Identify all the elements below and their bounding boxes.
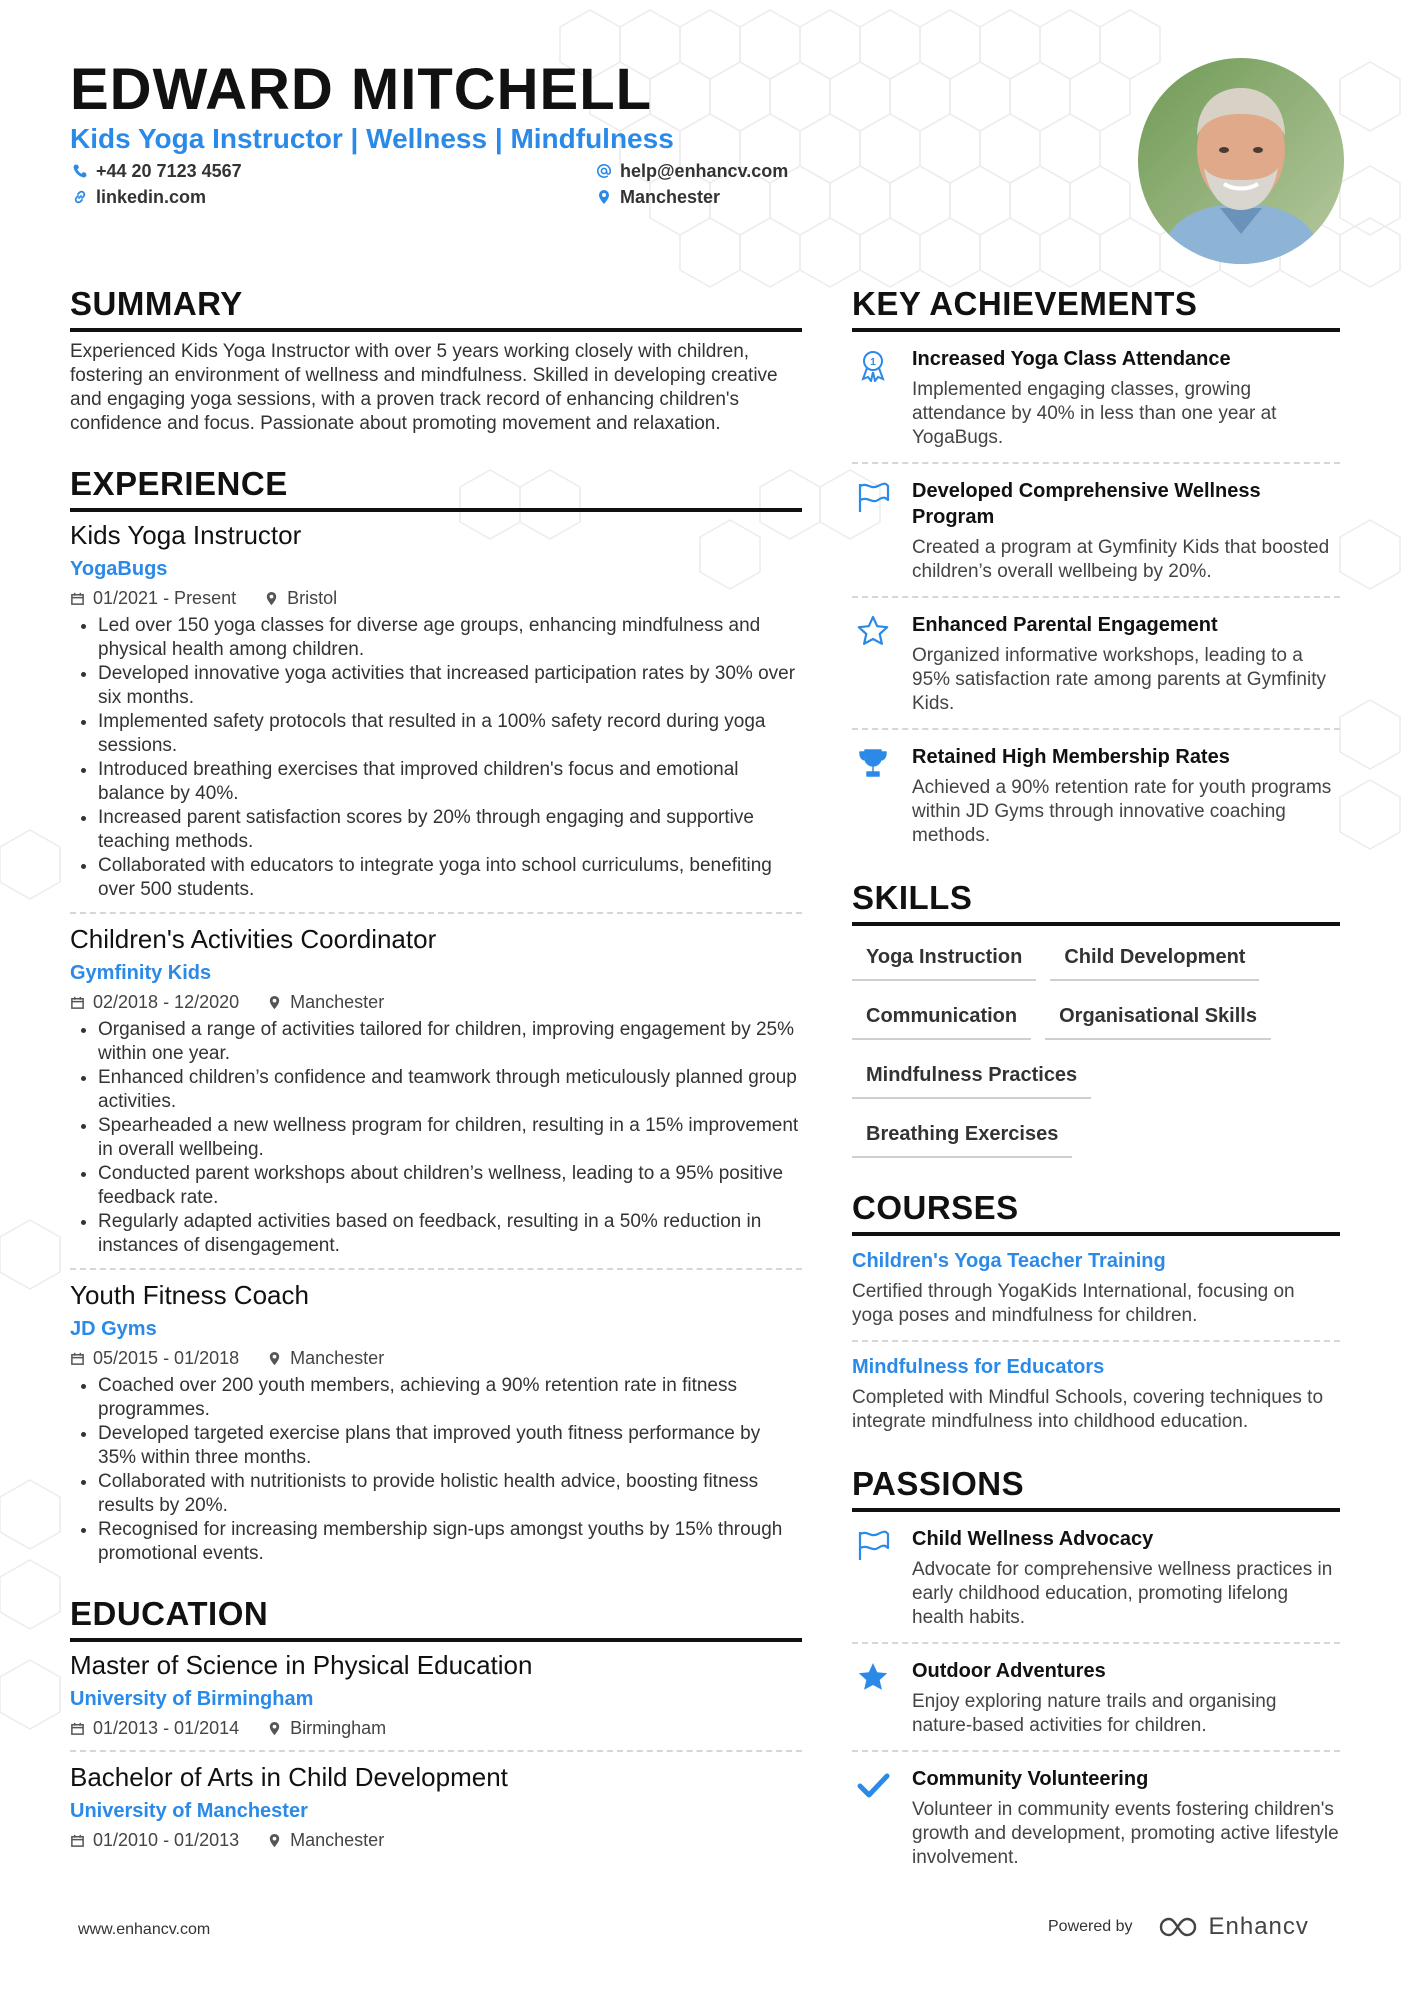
footer-branding[interactable]	[1048, 1913, 1309, 1941]
skill-tag: Yoga Instruction	[852, 940, 1036, 981]
candidate-tagline: Kids Yoga Instructor | Wellness | Mindfulness	[70, 123, 674, 154]
job-meta	[70, 1346, 802, 1370]
skill-tag: Mindfulness Practices	[852, 1058, 1091, 1099]
flag-icon	[856, 480, 890, 514]
calendar-icon	[70, 1351, 85, 1366]
location-pin-icon	[267, 1833, 282, 1848]
degree-title: Master of Science in Physical Education	[70, 1650, 533, 1680]
experience-item	[70, 922, 802, 1258]
location-pin-icon	[264, 591, 279, 606]
achievement-desc: Created a program at Gymfinity Kids that boosted children’s overall wellbeing by 20%.	[912, 537, 1330, 582]
job-dates: 05/2015 - 01/2018	[93, 1348, 240, 1368]
education-item	[70, 1760, 802, 1852]
course-desc: Certified through YogaKids International, focusing on yoga poses and mindfulness for children.	[852, 1281, 1295, 1326]
job-dates: 01/2021 - Present	[93, 588, 237, 608]
job-title: Children's Activities Coordinator	[70, 924, 437, 954]
bullet-item: • Conducted parent workshops about children’s wellness, leading to a 95% positive feedback rate.	[98, 1162, 802, 1210]
job-bullets	[70, 614, 802, 902]
bullet-item: • Introduced breathing exercises that improved children's focus and emotional balance by 40%.	[98, 758, 802, 806]
achievement-title: Increased Yoga Class Attendance	[912, 348, 1231, 370]
skill-tag: Communication	[852, 999, 1031, 1040]
job-dates: 02/2018 - 12/2020	[93, 992, 240, 1012]
powered-by-label: Powered by	[1048, 1918, 1133, 1935]
skills-list	[852, 940, 1340, 1158]
job-location: Bristol	[287, 588, 338, 608]
education-heading: EDUCATION	[70, 1594, 802, 1642]
calendar-icon	[70, 1721, 85, 1736]
profile-photo	[1138, 58, 1344, 264]
star-filled-icon	[856, 1660, 890, 1694]
achievement-item	[852, 744, 1340, 848]
location-pin-icon	[267, 995, 282, 1010]
checkmark-icon	[856, 1768, 890, 1802]
brand-name: Enhancv	[1208, 1913, 1309, 1940]
bullet-item: • Led over 150 yoga classes for diverse age groups, enhancing mindfulness and physical health among children.	[98, 614, 802, 662]
job-meta	[70, 586, 802, 610]
award-ribbon-icon	[856, 348, 890, 382]
skill-tag: Breathing Exercises	[852, 1117, 1072, 1158]
job-location: Manchester	[290, 992, 385, 1012]
bullet-item: • Collaborated with nutritionists to provide holistic health advice, boosting fitness results by 20%.	[98, 1470, 802, 1518]
achievements-heading: KEY ACHIEVEMENTS	[852, 284, 1340, 332]
contact-location	[596, 186, 720, 208]
course-title: Children's Yoga Teacher Training	[852, 1250, 1166, 1272]
skills-heading: SKILLS	[852, 878, 1340, 926]
calendar-icon	[70, 995, 85, 1010]
education-dates: 01/2010 - 01/2013	[93, 1830, 240, 1850]
course-title: Mindfulness for Educators	[852, 1356, 1105, 1378]
bullet-item: • Developed innovative yoga activities that increased participation rates by 30% over six months.	[98, 662, 802, 710]
location-text: Manchester	[620, 187, 721, 207]
passions-heading: PASSIONS	[852, 1464, 1340, 1512]
achievement-item	[852, 346, 1340, 450]
divider	[70, 1750, 802, 1752]
passion-item	[852, 1658, 1340, 1738]
bullet-item: • Spearheaded a new wellness program for children, resulting in a 15% improvement in overall wellbeing.	[98, 1114, 802, 1162]
bullet-item: • Collaborated with educators to integrate yoga into school curriculums, benefiting over 500 students.	[98, 854, 802, 902]
bullet-item: • Implemented safety protocols that resulted in a 100% safety record during yoga sessions.	[98, 710, 802, 758]
course-item	[852, 1354, 1340, 1434]
passion-item	[852, 1766, 1340, 1870]
job-company: JD Gyms	[70, 1318, 157, 1340]
education-location: Birmingham	[290, 1718, 387, 1738]
job-meta	[70, 990, 802, 1014]
linkedin-text: linkedin.com	[96, 187, 207, 207]
achievement-desc: Implemented engaging classes, growing attendance by 40% in less than one year at YogaBugs.	[912, 379, 1277, 448]
school-name: University of Birmingham	[70, 1688, 314, 1710]
achievement-title: Retained High Membership Rates	[912, 746, 1230, 768]
experience-heading: EXPERIENCE	[70, 464, 802, 512]
contact-phone[interactable]	[72, 160, 242, 182]
job-bullets	[70, 1018, 802, 1258]
passion-item	[852, 1526, 1340, 1630]
location-pin-icon	[267, 1721, 282, 1736]
at-icon	[596, 163, 612, 179]
star-outline-icon	[856, 614, 890, 648]
calendar-icon	[70, 1833, 85, 1848]
education-dates: 01/2013 - 01/2014	[93, 1718, 240, 1738]
job-location: Manchester	[290, 1348, 385, 1368]
contact-email[interactable]	[596, 160, 788, 182]
passion-desc: Advocate for comprehensive wellness practices in early childhood education, promoting lifelong health habits.	[912, 1559, 1333, 1628]
achievement-item	[852, 612, 1340, 716]
achievement-item	[852, 478, 1340, 584]
passion-title: Outdoor Adventures	[912, 1660, 1106, 1682]
left-column	[70, 284, 802, 1852]
education-location: Manchester	[290, 1830, 385, 1850]
divider	[852, 462, 1340, 464]
skill-tag: Organisational Skills	[1045, 999, 1271, 1040]
bullet-item: • Developed targeted exercise plans that improved youth fitness performance by 35% within three months.	[98, 1422, 802, 1470]
divider	[852, 1340, 1340, 1342]
degree-title: Bachelor of Arts in Child Development	[70, 1762, 508, 1792]
flag-icon	[856, 1528, 890, 1562]
course-item	[852, 1248, 1340, 1328]
candidate-name: EDWARD MITCHELL	[70, 57, 653, 122]
svg-text:1: 1	[870, 357, 876, 368]
education-meta	[70, 1716, 802, 1740]
location-pin-icon	[267, 1351, 282, 1366]
location-pin-icon	[596, 189, 612, 205]
education-meta	[70, 1828, 802, 1852]
phone-text: +44 20 7123 4567	[96, 161, 242, 181]
bullet-item: • Enhanced children’s confidence and teamwork through meticulously planned group activities.	[98, 1066, 802, 1114]
bullet-item: • Coached over 200 youth members, achieving a 90% retention rate in fitness programmes.	[98, 1374, 802, 1422]
email-text: help@enhancv.com	[620, 161, 789, 181]
job-title: Youth Fitness Coach	[70, 1280, 309, 1310]
skill-tag: Child Development	[1050, 940, 1259, 981]
passion-title: Community Volunteering	[912, 1768, 1149, 1790]
trophy-icon	[856, 746, 890, 780]
experience-item	[70, 1278, 802, 1566]
phone-icon	[72, 163, 88, 179]
achievement-desc: Achieved a 90% retention rate for youth programs within JD Gyms through innovative coaching methods.	[912, 777, 1332, 846]
passion-desc: Volunteer in community events fostering children's growth and development, promoting active lifestyle involvement.	[912, 1799, 1339, 1868]
enhancv-logo-icon	[1157, 1915, 1201, 1939]
school-name: University of Manchester	[70, 1800, 308, 1822]
job-company: Gymfinity Kids	[70, 962, 212, 984]
divider	[852, 1750, 1340, 1752]
achievement-title: Developed Comprehensive Wellness Program	[912, 480, 1261, 528]
divider	[852, 596, 1340, 598]
courses-heading: COURSES	[852, 1188, 1340, 1236]
achievement-title: Enhanced Parental Engagement	[912, 614, 1218, 636]
calendar-icon	[70, 591, 85, 606]
bullet-item: • Organised a range of activities tailored for children, improving engagement by 25% within one year.	[98, 1018, 802, 1066]
divider	[70, 1268, 802, 1270]
achievement-desc: Organized informative workshops, leading to a 95% satisfaction rate among parents at Gymfinity Kids.	[912, 645, 1326, 714]
bullet-item: • Recognised for increasing membership sign-ups amongst youths by 15% through promotional events.	[98, 1518, 802, 1566]
right-column	[852, 284, 1340, 1870]
job-title: Kids Yoga Instructor	[70, 520, 302, 550]
bullet-item: • Regularly adapted activities based on feedback, resulting in a 50% reduction in instances of disengagement.	[98, 1210, 802, 1258]
footer-website[interactable]: www.enhancv.com	[78, 1921, 211, 1938]
education-item	[70, 1648, 802, 1740]
bullet-item: • Increased parent satisfaction scores by 20% through engaging and supportive teaching methods.	[98, 806, 802, 854]
summary-text: Experienced Kids Yoga Instructor with over 5 years working closely with children, fostering an environment of wellness and mindfulness. Skilled in developing creative and engaging yoga sessions, with a proven track record of enhancing children's confidence and focus. Passionate about promoting movement and relaxation.	[70, 341, 778, 434]
divider	[852, 728, 1340, 730]
course-desc: Completed with Mindful Schools, covering techniques to integrate mindfulness into childhood education.	[852, 1387, 1324, 1432]
summary-heading: SUMMARY	[70, 284, 802, 332]
passion-desc: Enjoy exploring nature trails and organising nature-based activities for children.	[912, 1691, 1277, 1736]
experience-item	[70, 518, 802, 902]
divider	[70, 912, 802, 914]
contact-linkedin[interactable]	[72, 186, 206, 208]
divider	[852, 1642, 1340, 1644]
passion-title: Child Wellness Advocacy	[912, 1528, 1154, 1550]
job-bullets	[70, 1374, 802, 1566]
link-icon	[72, 189, 88, 205]
job-company: YogaBugs	[70, 558, 168, 580]
